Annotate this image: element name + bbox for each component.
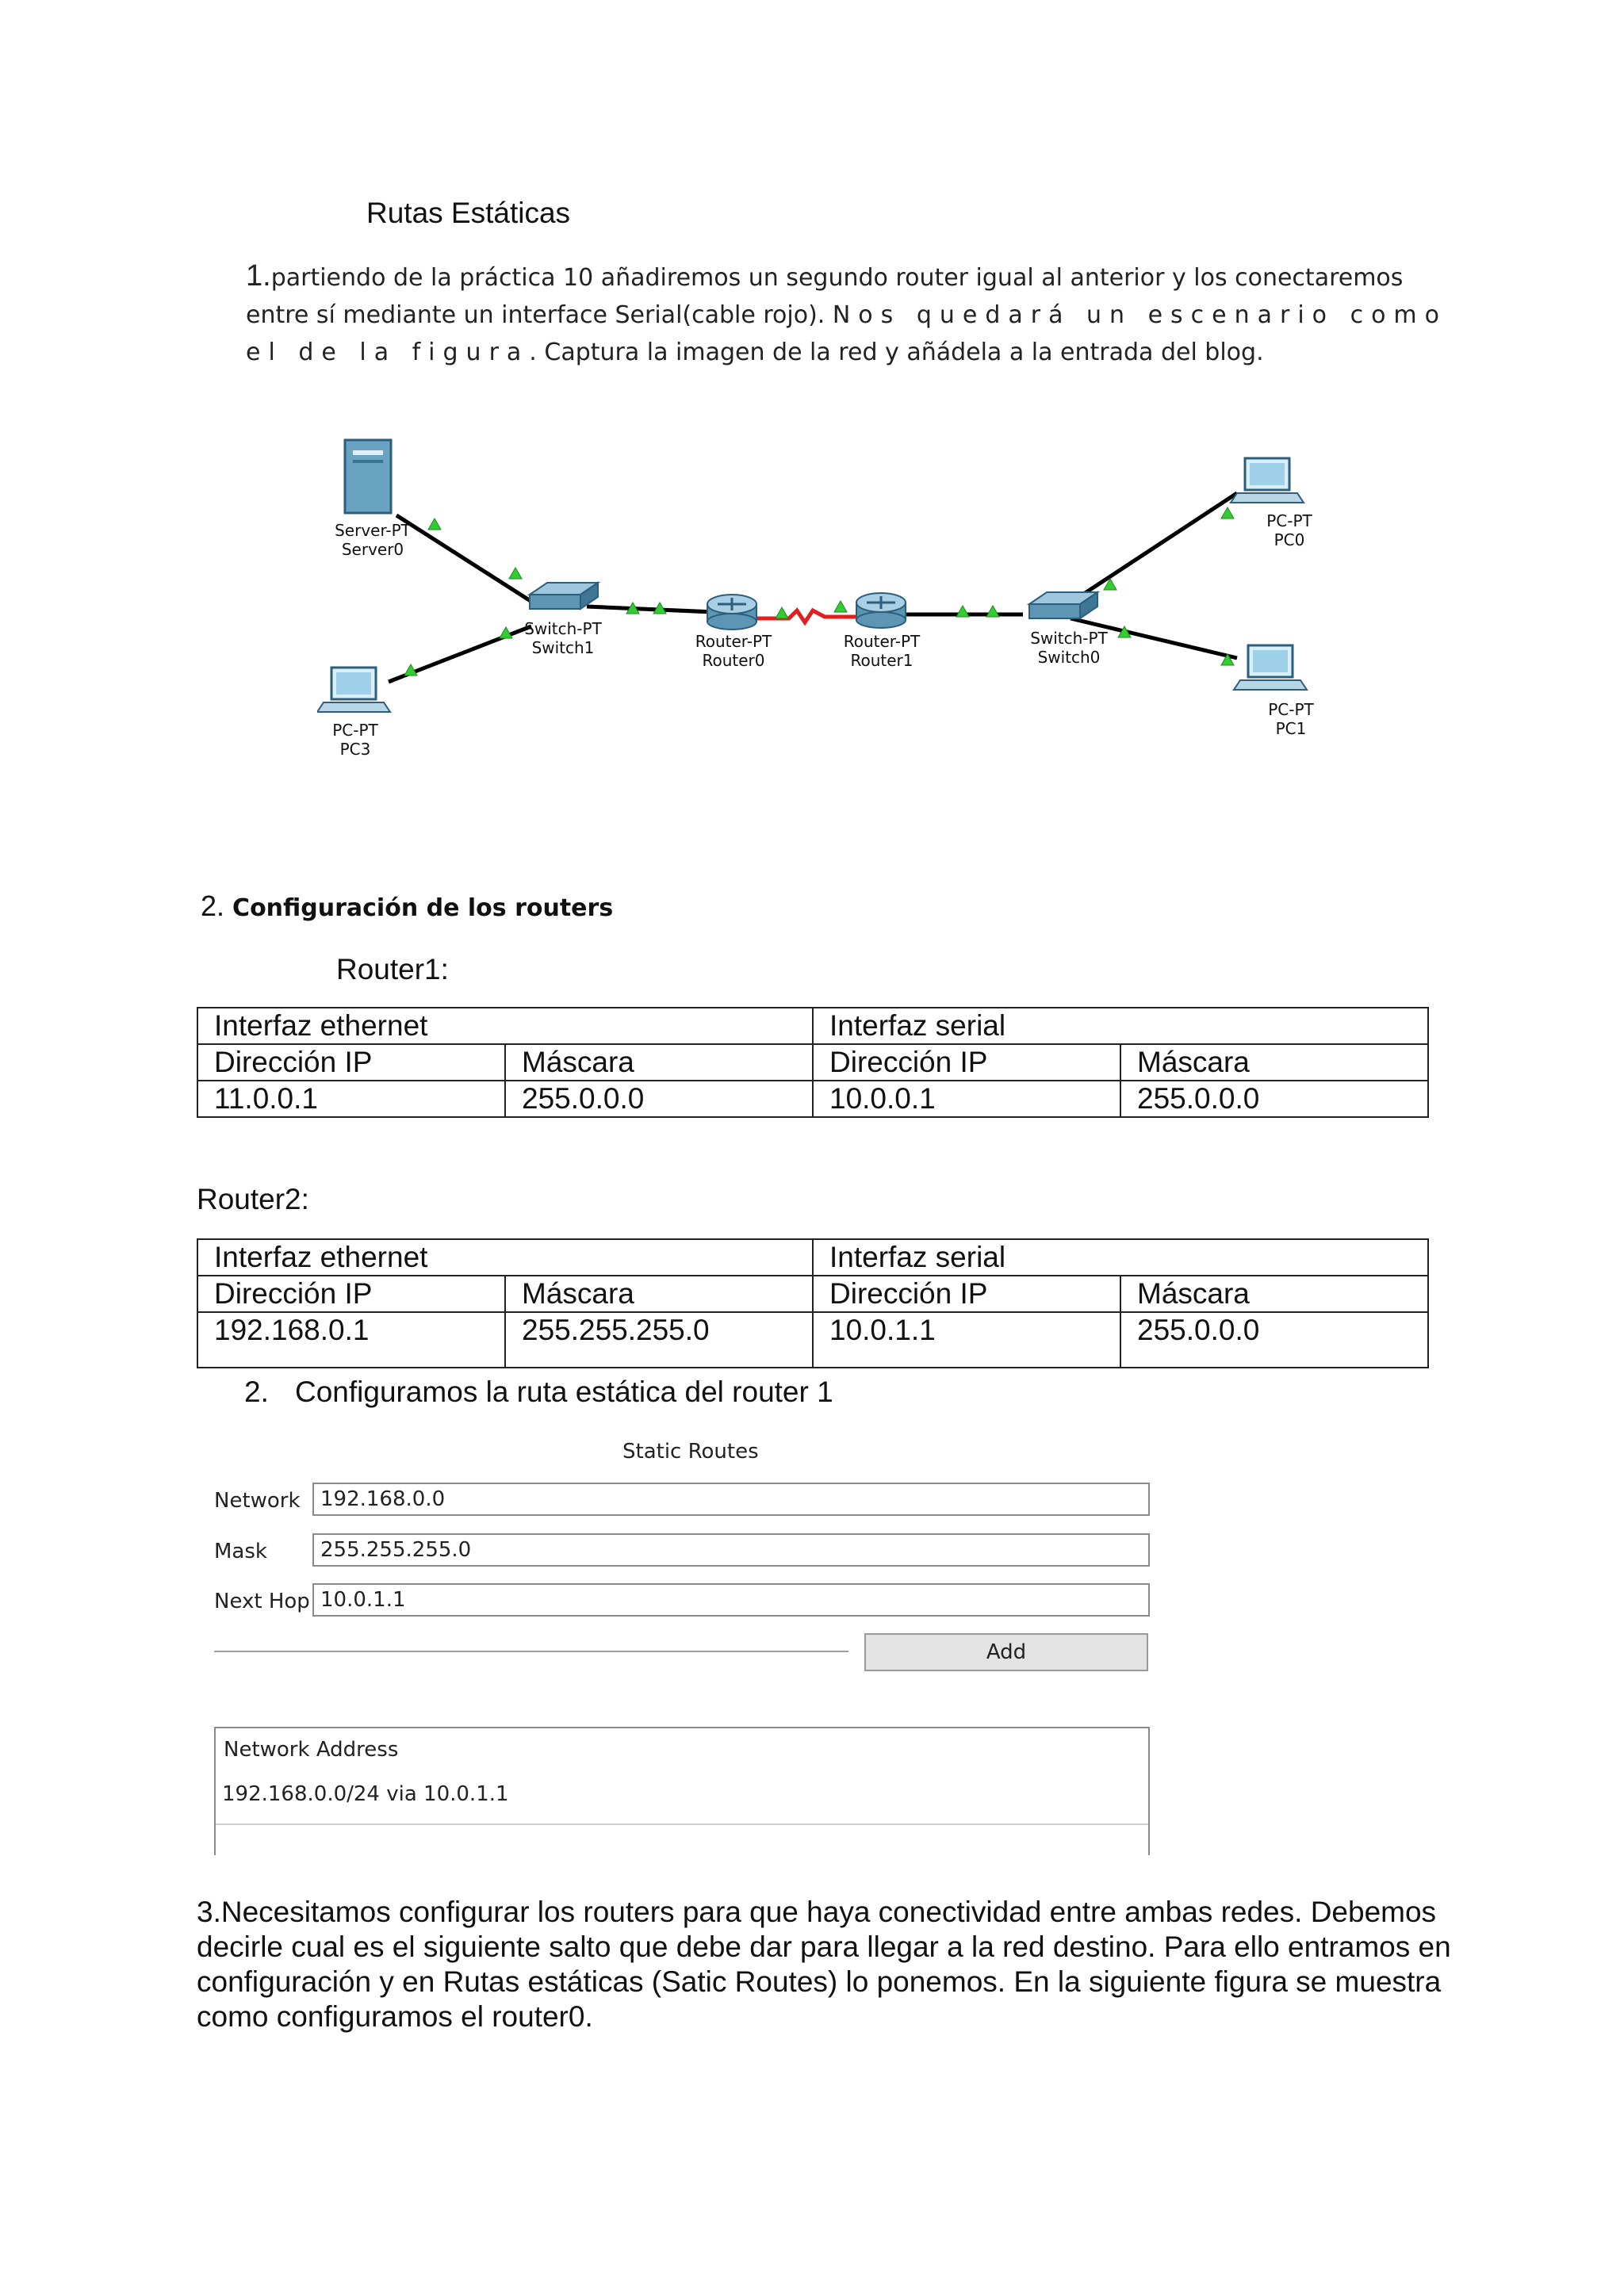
switch0-type-label: Switch-PT <box>1030 629 1108 648</box>
link-status-icon <box>834 601 847 612</box>
col-ip: Dirección IP <box>813 1276 1120 1312</box>
page-title: Rutas Estáticas <box>366 197 571 229</box>
router-icon <box>707 595 756 629</box>
intro-text-1: partiendo de la práctica 10 añadiremos un segundo router igual al anterior y los conectaremos entre sí mediante un interface Serial(cable rojo). <box>246 264 1404 329</box>
router0-type-label: Router-PT <box>695 632 772 651</box>
col-mask: Máscara <box>505 1276 813 1312</box>
cell-eth-mask: 255.0.0.0 <box>505 1081 813 1117</box>
link-status-icon <box>428 519 441 530</box>
cell-eth-ip: 192.168.0.1 <box>197 1312 505 1368</box>
link-status-icon <box>776 607 788 618</box>
pc-icon <box>1234 645 1307 690</box>
pc-icon <box>1231 458 1304 503</box>
switch1-type-label: Switch-PT <box>524 619 602 638</box>
switch0-name-label: Switch0 <box>1037 648 1101 667</box>
link-status-icon <box>509 568 522 579</box>
server-icon <box>345 440 391 513</box>
cell-eth-mask: 255.255.255.0 <box>505 1312 813 1368</box>
pc-icon <box>317 668 390 712</box>
next-hop-input[interactable]: 10.0.1.1 <box>312 1583 1150 1617</box>
pc0-name-label: PC0 <box>1274 530 1305 549</box>
col-ip: Dirección IP <box>813 1044 1120 1081</box>
network-diagram <box>317 428 1348 785</box>
separator-line <box>214 1651 848 1652</box>
intro-paragraph <box>246 258 1451 371</box>
router-icon <box>856 593 906 628</box>
server-name-label: Server0 <box>341 540 404 559</box>
step-2-text: Configuramos la ruta estática del router 1 <box>295 1376 833 1408</box>
row-divider <box>216 1823 1148 1825</box>
router1-label: Router1: <box>336 953 449 985</box>
routes-list-header: Network Address <box>224 1738 399 1762</box>
router1-type-label: Router-PT <box>843 632 921 651</box>
router1-name-label: Router1 <box>850 651 914 670</box>
router0-name-label: Router0 <box>702 651 765 670</box>
link-switch0-pc0 <box>1071 493 1237 603</box>
link-status-icon <box>986 606 999 617</box>
static-routes-title: Static Routes <box>622 1440 759 1464</box>
cell-ser-ip: 10.0.1.1 <box>813 1312 1120 1368</box>
static-routes-panel <box>198 1427 1158 1855</box>
routes-list[interactable] <box>214 1727 1150 1855</box>
col-mask: Máscara <box>505 1044 813 1081</box>
intro-number: 1. <box>246 259 271 293</box>
pc1-name-label: PC1 <box>1275 719 1307 738</box>
link-status-icon <box>1221 507 1234 519</box>
link-status-icon <box>956 606 969 617</box>
pc1-type-label: PC-PT <box>1268 700 1314 719</box>
network-label: Network <box>214 1489 301 1513</box>
next-hop-label: Next Hop <box>214 1590 310 1613</box>
pc3-type-label: PC-PT <box>332 721 378 740</box>
col-ip: Dirección IP <box>197 1276 505 1312</box>
pc3-name-label: PC3 <box>339 740 371 759</box>
switch-icon <box>1029 592 1097 618</box>
switch1-name-label: Switch1 <box>531 638 595 657</box>
mask-input[interactable]: 255.255.255.0 <box>312 1533 1150 1567</box>
section-2-title: Configuración de los routers <box>232 894 614 922</box>
routes-list-item[interactable]: 192.168.0.0/24 via 10.0.1.1 <box>222 1782 509 1806</box>
router1-table <box>197 1007 1429 1118</box>
section-2-number: 2. <box>201 890 225 922</box>
network-input[interactable]: 192.168.0.0 <box>312 1483 1150 1516</box>
step-2-number: 2. <box>244 1376 269 1408</box>
link-switch1-router0 <box>587 607 714 612</box>
step-2-heading <box>244 1376 833 1409</box>
col-mask: Máscara <box>1120 1276 1428 1312</box>
col-ip: Dirección IP <box>197 1044 505 1081</box>
header-ethernet: Interfaz ethernet <box>197 1239 813 1276</box>
header-ethernet: Interfaz ethernet <box>197 1008 813 1044</box>
paragraph-3: 3.Necesitamos configurar los routers para que haya conectividad entre ambas redes. Debemos decirle cual es el siguiente salto que debe dar para llegar a la red destino. Para ello entramos en configuración y en Rutas estáticas (Satic Routes) lo ponemos. En la siguiente figura se muestra como configuramos el router0. <box>197 1896 1451 2033</box>
add-button[interactable]: Add <box>864 1633 1148 1671</box>
cell-ser-mask: 255.0.0.0 <box>1120 1081 1428 1117</box>
col-mask: Máscara <box>1120 1044 1428 1081</box>
cell-ser-mask: 255.0.0.0 <box>1120 1312 1428 1368</box>
mask-label: Mask <box>214 1540 267 1563</box>
server-type-label: Server-PT <box>335 521 411 540</box>
intro-text-2: . Captura la imagen de la red y añádela a la entrada del blog. <box>529 339 1264 366</box>
header-serial: Interfaz serial <box>813 1008 1428 1044</box>
router2-label: Router2: <box>197 1183 309 1215</box>
router2-table <box>197 1238 1429 1368</box>
header-serial: Interfaz serial <box>813 1239 1428 1276</box>
link-server-switch1 <box>396 515 539 607</box>
pc0-type-label: PC-PT <box>1266 511 1312 530</box>
cell-eth-ip: 11.0.0.1 <box>197 1081 505 1117</box>
intro-spaced-text: Nos quedará un escenario como el de la figura <box>246 301 1448 366</box>
cell-ser-ip: 10.0.0.1 <box>813 1081 1120 1117</box>
section-2-heading <box>201 890 613 923</box>
